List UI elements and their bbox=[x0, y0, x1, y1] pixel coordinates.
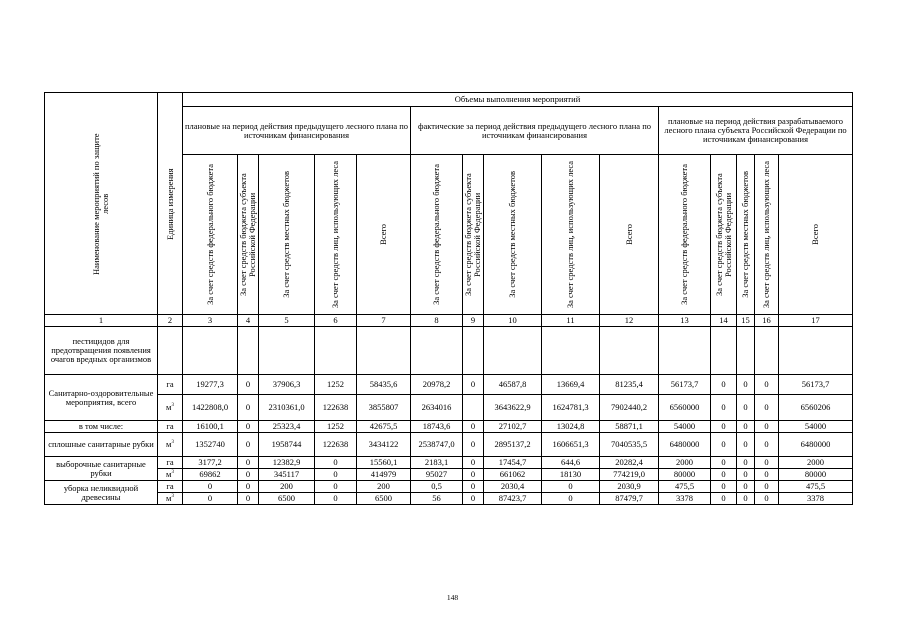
value-cell: 2030,4 bbox=[484, 481, 542, 493]
empty-cell bbox=[238, 327, 259, 375]
empty-cell bbox=[463, 327, 484, 375]
header-name-col: Наименование мероприятий по защите лесов bbox=[45, 93, 158, 315]
value-cell: 0 bbox=[711, 421, 737, 433]
value-cell: 0 bbox=[463, 457, 484, 469]
value-cell: 3855807 bbox=[357, 395, 411, 421]
value-cell: 0 bbox=[463, 469, 484, 481]
value-cell: 18743,6 bbox=[411, 421, 463, 433]
value-cell: 2538747,0 bbox=[411, 433, 463, 457]
value-cell: 0 bbox=[755, 375, 779, 395]
column-number: 4 bbox=[238, 315, 259, 327]
empty-cell bbox=[737, 327, 755, 375]
empty-cell bbox=[357, 327, 411, 375]
empty-cell bbox=[411, 327, 463, 375]
value-cell: 2000 bbox=[659, 457, 711, 469]
table-row bbox=[45, 433, 853, 457]
page-number: 148 bbox=[446, 593, 459, 602]
unit-m3: $м^3$ bbox=[158, 469, 183, 481]
column-number: 15 bbox=[737, 315, 755, 327]
header-group-actual-previous: фактические за период действия предыдущего лесного плана по источникам финансирования bbox=[411, 107, 659, 155]
value-cell: 1352740 bbox=[183, 433, 238, 457]
value-cell: 80000 bbox=[659, 469, 711, 481]
value-cell: 475,5 bbox=[779, 481, 853, 493]
value-cell: 0 bbox=[238, 395, 259, 421]
value-cell: 0 bbox=[315, 469, 357, 481]
value-cell: 0 bbox=[755, 493, 779, 505]
column-number: 1 bbox=[45, 315, 158, 327]
value-cell: 0 bbox=[737, 433, 755, 457]
value-cell: 25323,4 bbox=[259, 421, 315, 433]
table-row bbox=[45, 469, 853, 481]
value-cell: 0 bbox=[711, 375, 737, 395]
value-cell: 774219,0 bbox=[600, 469, 659, 481]
table-row bbox=[45, 395, 853, 421]
value-cell: 0 bbox=[238, 421, 259, 433]
value-cell: 56173,7 bbox=[779, 375, 853, 395]
unit-m3: $м^3$ bbox=[158, 433, 183, 457]
value-cell: 0,5 bbox=[411, 481, 463, 493]
column-number: 10 bbox=[484, 315, 542, 327]
table-row bbox=[45, 421, 853, 433]
value-cell: 6480000 bbox=[659, 433, 711, 457]
value-cell: 46587,8 bbox=[484, 375, 542, 395]
value-cell: 0 bbox=[737, 457, 755, 469]
column-number: 7 bbox=[357, 315, 411, 327]
value-cell: 122638 bbox=[315, 395, 357, 421]
value-cell: 1252 bbox=[315, 421, 357, 433]
value-cell: 42675,5 bbox=[357, 421, 411, 433]
unit-ha: га bbox=[158, 421, 183, 433]
value-cell: 0 bbox=[238, 375, 259, 395]
unit-ha: га bbox=[158, 457, 183, 469]
column-number: 13 bbox=[659, 315, 711, 327]
header-sub-users: За счет средств лиц, использующих леса bbox=[755, 155, 779, 315]
value-cell: 18130 bbox=[542, 469, 600, 481]
unit-ha: га bbox=[158, 375, 183, 395]
header-sub-total: Всего bbox=[357, 155, 411, 315]
value-cell: 19277,3 bbox=[183, 375, 238, 395]
value-cell: 1958744 bbox=[259, 433, 315, 457]
column-number: 9 bbox=[463, 315, 484, 327]
unit-m3: $м^3$ bbox=[158, 395, 183, 421]
table-row bbox=[45, 493, 853, 505]
value-cell: 0 bbox=[737, 375, 755, 395]
value-cell: 0 bbox=[315, 457, 357, 469]
header-sub-federal: За счет средств федерального бюджета bbox=[183, 155, 238, 315]
value-cell: 0 bbox=[183, 481, 238, 493]
value-cell: 81235,4 bbox=[600, 375, 659, 395]
value-cell: 56 bbox=[411, 493, 463, 505]
value-cell: 0 bbox=[238, 493, 259, 505]
value-cell: 1606651,3 bbox=[542, 433, 600, 457]
value-cell: 414979 bbox=[357, 469, 411, 481]
value-cell: 475,5 bbox=[659, 481, 711, 493]
header-group-planned-previous: плановые на период действия предыдущего лесного плана по источникам финансирования bbox=[183, 107, 411, 155]
value-cell: 0 bbox=[238, 469, 259, 481]
row-name: в том числе: bbox=[45, 421, 158, 433]
header-sub-local: За счет средств местных бюджетов bbox=[737, 155, 755, 315]
empty-cell bbox=[183, 327, 238, 375]
value-cell: 345117 bbox=[259, 469, 315, 481]
value-cell: 2000 bbox=[779, 457, 853, 469]
value-cell: 12382,9 bbox=[259, 457, 315, 469]
value-cell: 13024,8 bbox=[542, 421, 600, 433]
value-cell: 6560206 bbox=[779, 395, 853, 421]
value-cell: 0 bbox=[711, 469, 737, 481]
unit-m3: $м^3$ bbox=[158, 493, 183, 505]
column-number: 12 bbox=[600, 315, 659, 327]
column-number: 16 bbox=[755, 315, 779, 327]
empty-cell bbox=[158, 327, 183, 375]
header-sub-regional: За счет средств бюджета субъекта Российской Федерации bbox=[711, 155, 737, 315]
table-row bbox=[45, 481, 853, 493]
empty-cell bbox=[315, 327, 357, 375]
header-volumes: Объемы выполнения мероприятий bbox=[183, 93, 853, 107]
value-cell: 0 bbox=[315, 493, 357, 505]
column-number: 6 bbox=[315, 315, 357, 327]
value-cell: 0 bbox=[463, 481, 484, 493]
value-cell: 2634016 bbox=[411, 395, 463, 421]
value-cell: 122638 bbox=[315, 433, 357, 457]
value-cell: 1422808,0 bbox=[183, 395, 238, 421]
value-cell: 69862 bbox=[183, 469, 238, 481]
value-cell: 6560000 bbox=[659, 395, 711, 421]
value-cell: 87479,7 bbox=[600, 493, 659, 505]
value-cell: 58871,1 bbox=[600, 421, 659, 433]
value-cell: 0 bbox=[238, 433, 259, 457]
value-cell: 200 bbox=[259, 481, 315, 493]
table-row bbox=[45, 457, 853, 469]
value-cell: 0 bbox=[711, 481, 737, 493]
row-name: уборка неликвидной древесины bbox=[45, 481, 158, 505]
value-cell: 16100,1 bbox=[183, 421, 238, 433]
value-cell: 0 bbox=[711, 493, 737, 505]
empty-cell bbox=[755, 327, 779, 375]
column-number: 14 bbox=[711, 315, 737, 327]
column-number: 8 bbox=[411, 315, 463, 327]
forest-protection-table bbox=[44, 92, 853, 505]
value-cell: 0 bbox=[183, 493, 238, 505]
value-cell: 0 bbox=[755, 433, 779, 457]
value-cell: 6480000 bbox=[779, 433, 853, 457]
column-number: 3 bbox=[183, 315, 238, 327]
value-cell: 37906,3 bbox=[259, 375, 315, 395]
value-cell: 2030,9 bbox=[600, 481, 659, 493]
header-sub-total: Всего bbox=[600, 155, 659, 315]
row-name: выборочные санитарные рубки bbox=[45, 457, 158, 481]
value-cell bbox=[463, 395, 484, 421]
header-sub-users: За счет средств лиц, использующих леса bbox=[542, 155, 600, 315]
value-cell: 0 bbox=[755, 457, 779, 469]
value-cell: 13669,4 bbox=[542, 375, 600, 395]
value-cell: 54000 bbox=[779, 421, 853, 433]
value-cell: 0 bbox=[711, 433, 737, 457]
value-cell: 0 bbox=[463, 433, 484, 457]
value-cell: 3643622,9 bbox=[484, 395, 542, 421]
value-cell: 3177,2 bbox=[183, 457, 238, 469]
column-number: 17 bbox=[779, 315, 853, 327]
header-unit-col: Единица измерения bbox=[158, 93, 183, 315]
row-name: сплошные санитарные рубки bbox=[45, 433, 158, 457]
value-cell: 661062 bbox=[484, 469, 542, 481]
value-cell: 17454,7 bbox=[484, 457, 542, 469]
value-cell: 0 bbox=[463, 493, 484, 505]
header-sub-local: За счет средств местных бюджетов bbox=[484, 155, 542, 315]
value-cell: 0 bbox=[315, 481, 357, 493]
value-cell: 3378 bbox=[659, 493, 711, 505]
header-sub-federal: За счет средств федерального бюджета bbox=[411, 155, 463, 315]
value-cell: 54000 bbox=[659, 421, 711, 433]
empty-cell bbox=[542, 327, 600, 375]
value-cell: 20282,4 bbox=[600, 457, 659, 469]
value-cell: 6500 bbox=[357, 493, 411, 505]
table-row bbox=[45, 375, 853, 395]
value-cell: 0 bbox=[755, 481, 779, 493]
value-cell: 0 bbox=[737, 481, 755, 493]
value-cell: 0 bbox=[542, 481, 600, 493]
row-name: пестицидов для предотвращения появления очагов вредных организмов bbox=[45, 327, 158, 375]
value-cell: 27102,7 bbox=[484, 421, 542, 433]
column-number: 5 bbox=[259, 315, 315, 327]
column-number: 2 bbox=[158, 315, 183, 327]
value-cell: 87423,7 bbox=[484, 493, 542, 505]
value-cell: 0 bbox=[238, 481, 259, 493]
value-cell: 0 bbox=[737, 469, 755, 481]
value-cell: 0 bbox=[755, 395, 779, 421]
value-cell: 80000 bbox=[779, 469, 853, 481]
value-cell: 0 bbox=[238, 457, 259, 469]
value-cell: 2310361,0 bbox=[259, 395, 315, 421]
value-cell: 0 bbox=[737, 493, 755, 505]
value-cell: 644,6 bbox=[542, 457, 600, 469]
value-cell: 0 bbox=[463, 375, 484, 395]
table-row bbox=[45, 327, 853, 375]
value-cell: 2895137,2 bbox=[484, 433, 542, 457]
value-cell: 0 bbox=[755, 421, 779, 433]
empty-cell bbox=[711, 327, 737, 375]
header-sub-total: Всего bbox=[779, 155, 853, 315]
value-cell: 0 bbox=[542, 493, 600, 505]
value-cell: 6500 bbox=[259, 493, 315, 505]
value-cell: 7902440,2 bbox=[600, 395, 659, 421]
value-cell: 56173,7 bbox=[659, 375, 711, 395]
value-cell: 0 bbox=[737, 395, 755, 421]
value-cell: 15560,1 bbox=[357, 457, 411, 469]
value-cell: 3378 bbox=[779, 493, 853, 505]
value-cell: 0 bbox=[711, 395, 737, 421]
value-cell: 20978,2 bbox=[411, 375, 463, 395]
empty-cell bbox=[659, 327, 711, 375]
row-name: Санитарно-оздоровительные мероприятия, всего bbox=[45, 375, 158, 421]
header-sub-federal: За счет средств федерального бюджета bbox=[659, 155, 711, 315]
empty-cell bbox=[600, 327, 659, 375]
value-cell: 3434122 bbox=[357, 433, 411, 457]
empty-cell bbox=[779, 327, 853, 375]
empty-cell bbox=[484, 327, 542, 375]
header-sub-regional: За счет средств бюджета субъекта Российской Федерации bbox=[463, 155, 484, 315]
unit-ha: га bbox=[158, 481, 183, 493]
value-cell: 0 bbox=[711, 457, 737, 469]
value-cell: 1624781,3 bbox=[542, 395, 600, 421]
value-cell: 1252 bbox=[315, 375, 357, 395]
value-cell: 0 bbox=[463, 421, 484, 433]
value-cell: 7040535,5 bbox=[600, 433, 659, 457]
value-cell: 0 bbox=[737, 421, 755, 433]
value-cell: 95027 bbox=[411, 469, 463, 481]
header-sub-users: За счет средств лиц, использующих леса bbox=[315, 155, 357, 315]
value-cell: 200 bbox=[357, 481, 411, 493]
column-number: 11 bbox=[542, 315, 600, 327]
header-sub-regional: За счет средств бюджета субъекта Российской Федерации bbox=[238, 155, 259, 315]
header-sub-local: За счет средств местных бюджетов bbox=[259, 155, 315, 315]
empty-cell bbox=[259, 327, 315, 375]
value-cell: 2183,1 bbox=[411, 457, 463, 469]
value-cell: 58435,6 bbox=[357, 375, 411, 395]
header-group-planned-new: плановые на период действия разрабатываемого лесного плана субъекта Российской Федерации по источникам финансирования bbox=[659, 107, 853, 155]
value-cell: 0 bbox=[755, 469, 779, 481]
